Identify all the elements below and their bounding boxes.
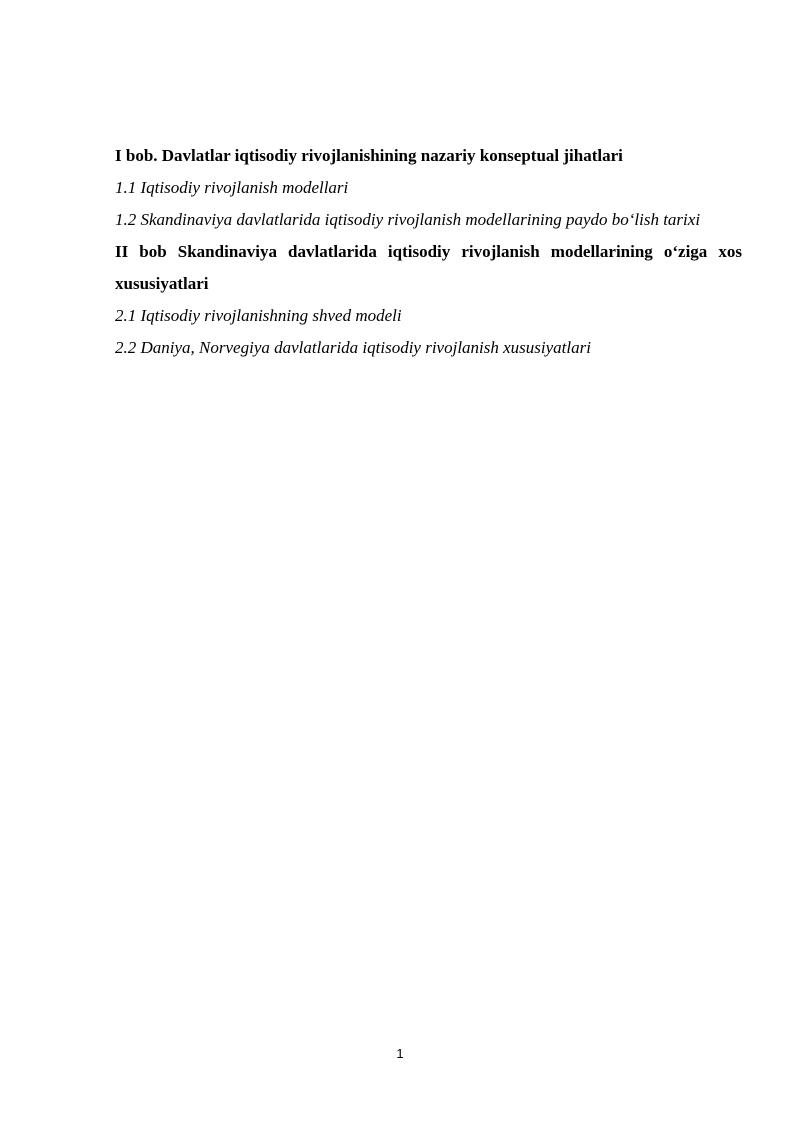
section-2-2: 2.2 Daniya, Norvegiya davlatlarida iqtisodiy rivojlanish xususiyatlari <box>115 338 591 357</box>
section-2-1: 2.1 Iqtisodiy rivojlanishning shved modeli <box>115 306 402 325</box>
section-1-1: 1.1 Iqtisodiy rivojlanish modellari <box>115 178 349 197</box>
table-of-contents <box>115 140 742 364</box>
chapter-2-heading: II bob Skandinaviya davlatlarida iqtisodiy rivojlanish modellarining o‘ziga xos xususiyatlari <box>115 242 742 293</box>
section-1-2: 1.2 Skandinaviya davlatlarida iqtisodiy rivojlanish modellarining paydo bo‘lish tarixi <box>115 210 701 229</box>
page-number: 1 <box>396 1046 404 1061</box>
chapter-1-heading: I bob. Davlatlar iqtisodiy rivojlanishining nazariy konseptual jihatlari <box>115 146 623 165</box>
